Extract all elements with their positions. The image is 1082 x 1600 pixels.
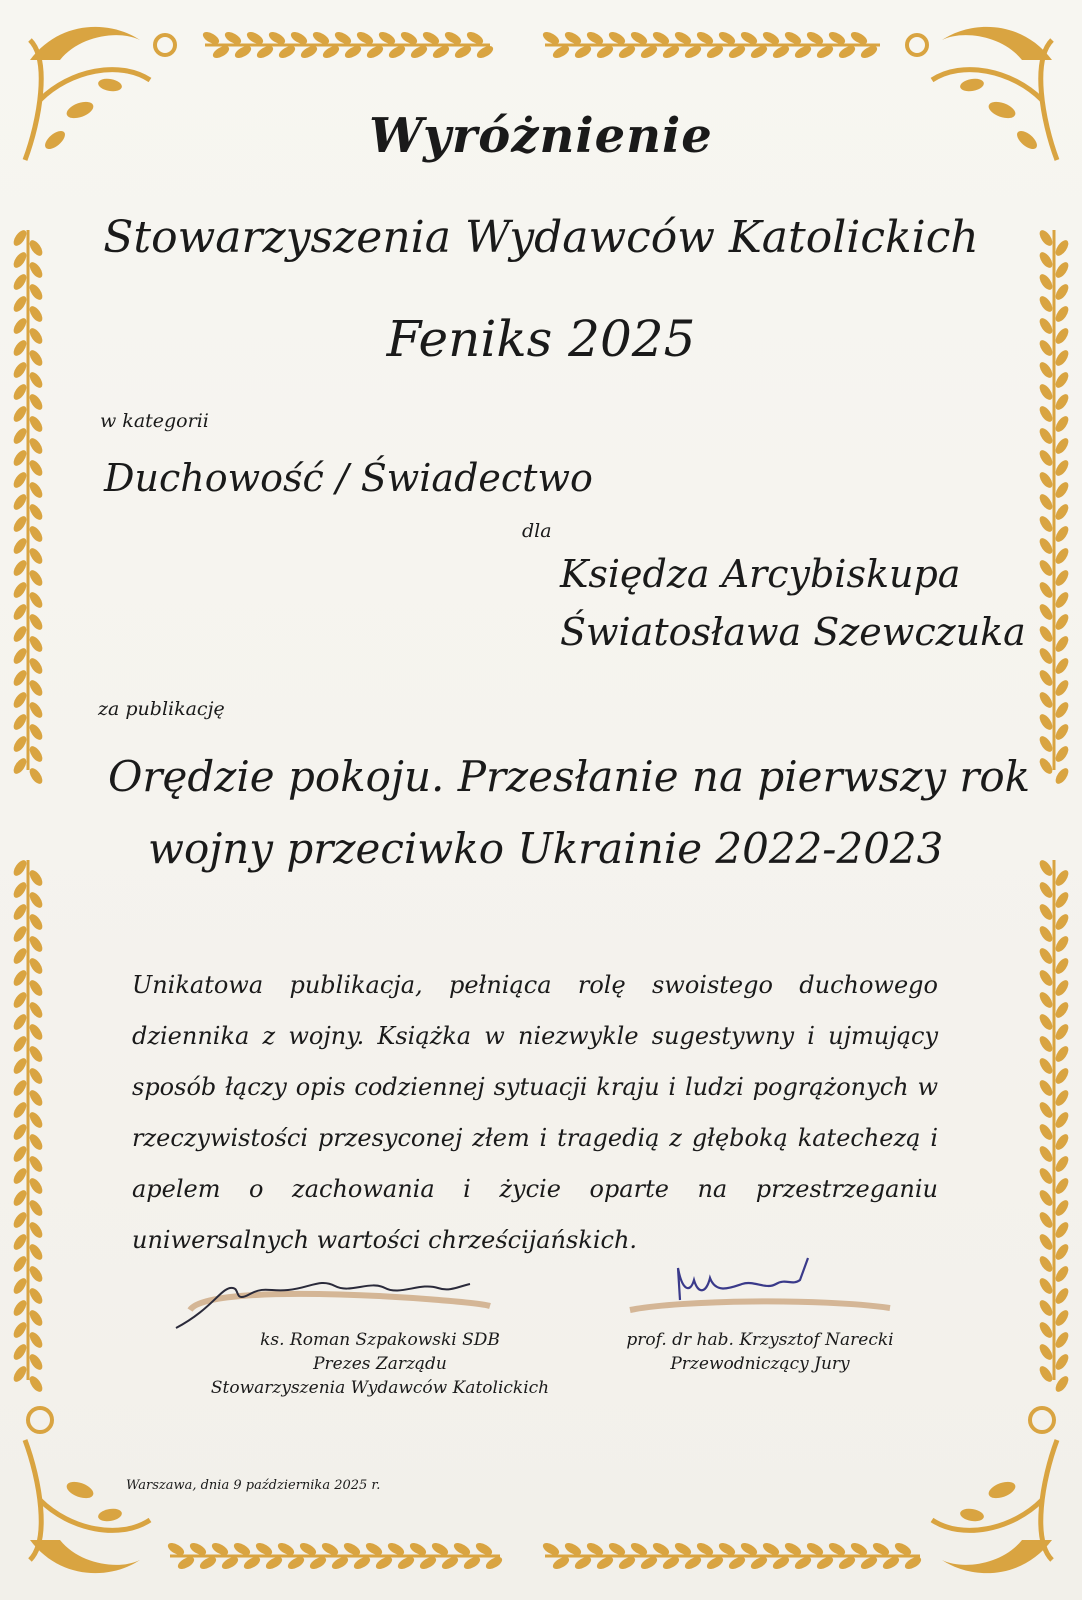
vine-leaf bbox=[1053, 722, 1071, 742]
vine-leaf bbox=[27, 1132, 45, 1152]
vine-leaf bbox=[1053, 568, 1071, 588]
vine-leaf bbox=[11, 968, 29, 988]
vine-leaf bbox=[1053, 612, 1071, 632]
vine-leaf bbox=[1053, 656, 1071, 676]
vine-leaf bbox=[1037, 1188, 1055, 1208]
vine-leaf bbox=[27, 700, 45, 720]
vine-leaf bbox=[11, 1320, 29, 1340]
vine-leaf bbox=[27, 1330, 45, 1350]
vine-leaf bbox=[1037, 712, 1055, 732]
vine-leaf bbox=[1053, 1000, 1071, 1020]
vine-leaf bbox=[1037, 1100, 1055, 1120]
vine-leaf bbox=[11, 404, 29, 424]
vine-leaf bbox=[1037, 1298, 1055, 1318]
publication-title-line1: Orędzie pokoju. Przesłanie na pierwszy rok bbox=[108, 752, 1031, 801]
vine-leaf bbox=[11, 1100, 29, 1120]
vine-leaf bbox=[11, 1298, 29, 1318]
vine-leaf bbox=[1037, 514, 1055, 534]
vine-leaf bbox=[1053, 868, 1071, 888]
vine-leaf bbox=[27, 414, 45, 434]
category-label: w kategorii bbox=[100, 410, 209, 432]
vine-leaf bbox=[1053, 1110, 1071, 1130]
vine-leaf bbox=[27, 1044, 45, 1064]
vine-leaf bbox=[1037, 946, 1055, 966]
vine-leaf bbox=[1037, 1056, 1055, 1076]
vine-leaf bbox=[11, 756, 29, 776]
vine-leaf bbox=[11, 602, 29, 622]
vine-leaf bbox=[27, 1066, 45, 1086]
vine-leaf bbox=[1053, 1198, 1071, 1218]
vine-leaf bbox=[27, 1242, 45, 1262]
award-title: Wyróżnienie bbox=[369, 108, 713, 164]
vine-leaf bbox=[1053, 744, 1071, 764]
vine-leaf bbox=[27, 260, 45, 280]
vine-leaf bbox=[27, 868, 45, 888]
vine-leaf bbox=[11, 624, 29, 644]
vine-leaf bbox=[27, 1264, 45, 1284]
vine-leaf bbox=[27, 1110, 45, 1130]
vine-leaf bbox=[27, 524, 45, 544]
vine-leaf bbox=[11, 646, 29, 666]
vine-leaf bbox=[27, 1022, 45, 1042]
vine-leaf bbox=[1037, 1232, 1055, 1252]
vine-leaf bbox=[27, 436, 45, 456]
vine-leaf bbox=[1053, 282, 1071, 302]
vine-leaf bbox=[27, 722, 45, 742]
vine-leaf bbox=[27, 370, 45, 390]
vine-leaf bbox=[1037, 602, 1055, 622]
vine-leaf bbox=[1053, 978, 1071, 998]
vine-leaf bbox=[1037, 580, 1055, 600]
vine-leaf bbox=[27, 1374, 45, 1394]
association-name: Stowarzyszenia Wydawców Katolickich bbox=[103, 212, 979, 263]
vine-leaf bbox=[1053, 1374, 1071, 1394]
justification-text: Unikatowa publikacja, pełniąca rolę swoistego duchowego dziennika z wojny. Książka w niezwykle sugestywny i ujmujący sposób łączy opis codziennej sytuacji kraju i ludzi pogrążonych w rzeczywistości przesyconej złem i tragedią z głęboką katechezą i apelem o zachowania i życie oparte na przestrzeganiu uniwersalnych wartości chrześcijańskich. bbox=[132, 971, 938, 1254]
vine-leaf bbox=[27, 1000, 45, 1020]
vine-leaf bbox=[11, 1276, 29, 1296]
vine-leaf bbox=[27, 1198, 45, 1218]
vine-leaf bbox=[27, 392, 45, 412]
vine-leaf bbox=[27, 1088, 45, 1108]
place-and-date: Warszawa, dnia 9 października 2025 r. bbox=[126, 1478, 381, 1493]
vine-leaf bbox=[1037, 1254, 1055, 1274]
vine-leaf bbox=[1037, 1320, 1055, 1340]
vine-leaf bbox=[11, 734, 29, 754]
vine-leaf bbox=[11, 536, 29, 556]
publication-title-line2: wojny przeciwko Ukrainie 2022-2023 bbox=[148, 824, 944, 873]
vine-leaf bbox=[1037, 1012, 1055, 1032]
vine-leaf bbox=[11, 1012, 29, 1032]
vine-leaf bbox=[1037, 756, 1055, 776]
vine-leaf bbox=[1053, 890, 1071, 910]
vine-leaf bbox=[1037, 558, 1055, 578]
vine-leaf bbox=[27, 590, 45, 610]
signatory-right bbox=[600, 1328, 920, 1376]
vine-leaf bbox=[27, 766, 45, 786]
vine-leaf bbox=[27, 678, 45, 698]
vine-leaf bbox=[11, 426, 29, 446]
award-edition: Feniks 2025 bbox=[386, 310, 696, 368]
vine-leaf bbox=[1037, 1364, 1055, 1384]
vine-leaf bbox=[1037, 426, 1055, 446]
vine-leaf bbox=[1053, 1264, 1071, 1284]
vine-leaf bbox=[1053, 414, 1071, 434]
vine-leaf bbox=[1037, 1034, 1055, 1054]
vine-leaf bbox=[1037, 924, 1055, 944]
signatory-left bbox=[180, 1328, 580, 1400]
signatory-left-organization: Stowarzyszenia Wydawców Katolickich bbox=[210, 1378, 550, 1398]
category-value: Duchowość / Świadectwo bbox=[104, 456, 593, 500]
vine-leaf bbox=[1053, 956, 1071, 976]
vine-leaf bbox=[11, 492, 29, 512]
vine-leaf bbox=[1037, 858, 1055, 878]
vine-leaf bbox=[1037, 668, 1055, 688]
vine-leaf bbox=[27, 744, 45, 764]
signatory-left-role: Prezes Zarządu bbox=[313, 1354, 447, 1374]
vine-leaf bbox=[1053, 766, 1071, 786]
vine-leaf bbox=[1037, 1122, 1055, 1142]
vine-leaf bbox=[27, 978, 45, 998]
vine-leaf bbox=[27, 956, 45, 976]
vine-leaf bbox=[1037, 536, 1055, 556]
vine-leaf bbox=[1037, 880, 1055, 900]
vine-leaf bbox=[11, 470, 29, 490]
vine-leaf bbox=[11, 514, 29, 534]
vine-leaf bbox=[11, 1232, 29, 1252]
vine-leaf bbox=[1053, 1132, 1071, 1152]
vine-leaf bbox=[1037, 272, 1055, 292]
vine-leaf bbox=[1053, 370, 1071, 390]
vine-leaf bbox=[1053, 502, 1071, 522]
vine-leaf bbox=[1037, 968, 1055, 988]
recipient-title: Księdza Arcybiskupa bbox=[560, 552, 961, 596]
vine-leaf bbox=[11, 712, 29, 732]
vine-leaf bbox=[11, 580, 29, 600]
vine-leaf bbox=[11, 690, 29, 710]
vine-leaf bbox=[1053, 700, 1071, 720]
corner-ornament-bottom-right bbox=[932, 1408, 1057, 1573]
vine-leaf bbox=[11, 946, 29, 966]
vine-leaf bbox=[1053, 392, 1071, 412]
vine-leaf bbox=[11, 1034, 29, 1054]
vine-leaf bbox=[1037, 990, 1055, 1010]
vine-leaf bbox=[1053, 678, 1071, 698]
vine-leaf bbox=[1037, 902, 1055, 922]
vine-leaf bbox=[11, 1254, 29, 1274]
vine-leaf bbox=[11, 1210, 29, 1230]
vine-leaf bbox=[11, 558, 29, 578]
vine-leaf bbox=[27, 612, 45, 632]
vine-leaf bbox=[1053, 634, 1071, 654]
vine-leaf bbox=[1053, 1044, 1071, 1064]
vine-leaf bbox=[1053, 458, 1071, 478]
vine-leaf bbox=[1037, 1210, 1055, 1230]
vine-leaf bbox=[1037, 1078, 1055, 1098]
vine-leaf bbox=[11, 990, 29, 1010]
vine-leaf bbox=[1037, 646, 1055, 666]
vine-leaf bbox=[1053, 1088, 1071, 1108]
vine-leaf bbox=[11, 382, 29, 402]
vine-leaf bbox=[27, 502, 45, 522]
vine-leaf bbox=[1053, 1308, 1071, 1328]
recipient-label: dla bbox=[522, 520, 552, 542]
vine-leaf bbox=[1037, 404, 1055, 424]
vine-leaf bbox=[27, 656, 45, 676]
vine-leaf bbox=[1053, 912, 1071, 932]
vine-leaf bbox=[1053, 1352, 1071, 1372]
vine-leaf bbox=[27, 546, 45, 566]
vine-leaf bbox=[1037, 734, 1055, 754]
vine-leaf bbox=[1053, 1154, 1071, 1174]
vine-leaf bbox=[11, 858, 29, 878]
signatory-right-name: prof. dr hab. Krzysztof Narecki bbox=[626, 1330, 894, 1350]
vine-leaf bbox=[1053, 590, 1071, 610]
vine-leaf bbox=[1053, 480, 1071, 500]
vine-leaf bbox=[1037, 448, 1055, 468]
vine-leaf bbox=[27, 1176, 45, 1196]
vine-leaf bbox=[1053, 1022, 1071, 1042]
vine-leaf bbox=[1053, 1176, 1071, 1196]
vine-leaf bbox=[1037, 1144, 1055, 1164]
vine-leaf bbox=[11, 924, 29, 944]
vine-leaf bbox=[11, 902, 29, 922]
vine-leaf bbox=[27, 480, 45, 500]
vine-leaf bbox=[27, 1286, 45, 1306]
vine-leaf bbox=[27, 1154, 45, 1174]
vine-leaf bbox=[11, 272, 29, 292]
vine-leaf bbox=[27, 912, 45, 932]
vine-leaf bbox=[27, 1308, 45, 1328]
vine-leaf bbox=[11, 1078, 29, 1098]
publication-label: za publikację bbox=[98, 698, 225, 720]
vine-leaf bbox=[11, 1056, 29, 1076]
vine-leaf bbox=[1053, 260, 1071, 280]
vine-leaf bbox=[27, 568, 45, 588]
vine-leaf bbox=[11, 1188, 29, 1208]
signatory-right-role: Przewodniczący Jury bbox=[670, 1354, 850, 1374]
vine-leaf bbox=[1053, 1286, 1071, 1306]
vine-leaf bbox=[11, 1166, 29, 1186]
vine-leaf bbox=[1053, 934, 1071, 954]
vine-leaf bbox=[1037, 624, 1055, 644]
vine-leaf bbox=[1053, 1220, 1071, 1240]
vine-leaf bbox=[11, 880, 29, 900]
vine-leaf bbox=[27, 890, 45, 910]
vine-leaf bbox=[1037, 1342, 1055, 1362]
vine-leaf bbox=[1037, 492, 1055, 512]
vine-leaf bbox=[27, 934, 45, 954]
vine-leaf bbox=[11, 1144, 29, 1164]
vine-leaf bbox=[27, 634, 45, 654]
vine-leaf bbox=[1037, 1166, 1055, 1186]
vine-leaf bbox=[11, 1122, 29, 1142]
vine-leaf bbox=[27, 1352, 45, 1372]
vine-leaf bbox=[1053, 1330, 1071, 1350]
vine-leaf bbox=[11, 668, 29, 688]
vine-leaf bbox=[1053, 546, 1071, 566]
vine-leaf bbox=[1037, 1276, 1055, 1296]
vine-leaf bbox=[1053, 1242, 1071, 1262]
vine-leaf bbox=[1053, 524, 1071, 544]
vine-leaf bbox=[27, 458, 45, 478]
vine-leaf bbox=[1037, 690, 1055, 710]
recipient-name: Światosława Szewczuka bbox=[560, 610, 1026, 654]
vine-leaf bbox=[27, 282, 45, 302]
vine-leaf bbox=[11, 1364, 29, 1384]
vine-leaf bbox=[27, 1220, 45, 1240]
vine-leaf bbox=[11, 1342, 29, 1362]
vine-leaf bbox=[1037, 382, 1055, 402]
signatory-left-name: ks. Roman Szpakowski SDB bbox=[260, 1330, 500, 1350]
vine-leaf bbox=[1037, 470, 1055, 490]
vine-leaf bbox=[1053, 436, 1071, 456]
vine-leaf bbox=[1053, 1066, 1071, 1086]
vine-leaf bbox=[11, 448, 29, 468]
